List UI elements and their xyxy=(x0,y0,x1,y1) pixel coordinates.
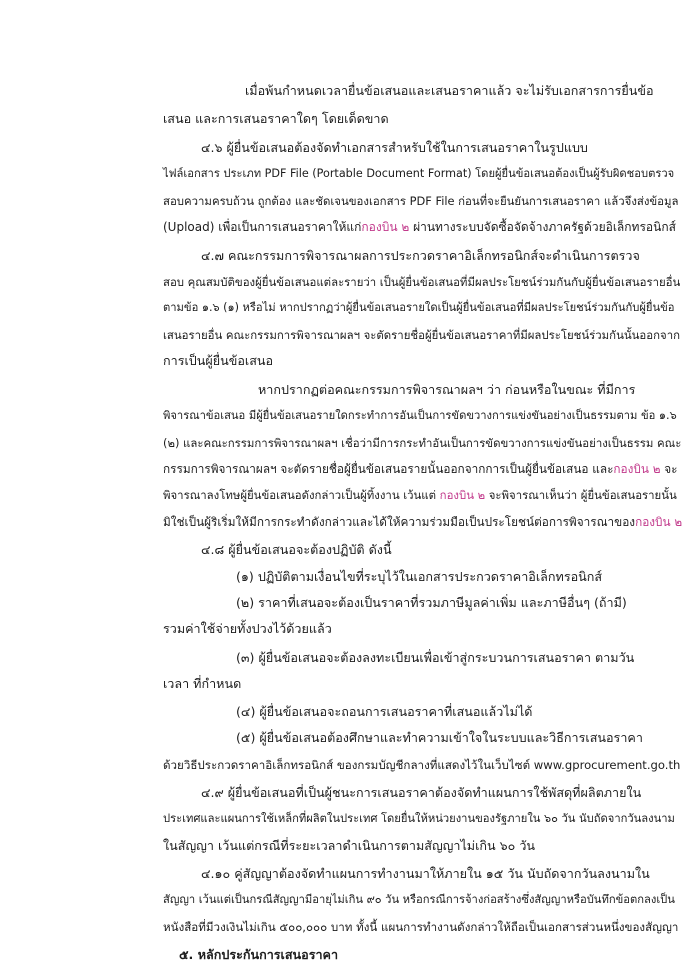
text-line: รวมค่าใช้จ่ายทั้งปวงไว้ด้วยแล้ว xyxy=(163,621,332,636)
text-line: ด้วยวิธีประกวดราคาอิเล็กทรอนิกส์ ของกรมบัญชีกลางที่แสดงไว้ในเว็บไซต์ www.gprocurement.go.th xyxy=(163,758,681,772)
text-line xyxy=(163,460,677,478)
text-segment: พิจารณาลงโทษผู้ยื่นข้อเสนอดังกล่าวเป็นผู้ทิ้งงาน เว้นแต่ xyxy=(163,488,440,502)
text-line xyxy=(163,513,682,531)
text-line xyxy=(163,486,677,504)
text-line: เมื่อพ้นกำหนดเวลายื่นข้อเสนอและเสนอราคาแล้ว จะไม่รับเอกสารการยื่นข้อ xyxy=(245,83,654,98)
agency-name-highlight: กองบิน ๒ xyxy=(361,220,410,234)
list-item: (๑) ปฏิบัติตามเงื่อนไขที่ระบุไว้ในเอกสารประกวดราคาอิเล็กทรอนิกส์ xyxy=(236,569,603,584)
list-item: (๕) ผู้ยื่นข้อเสนอต้องศึกษาและทำความเข้าใจในระบบและวิธีการเสนอราคา xyxy=(236,730,643,745)
clause-4-10-heading: ๔.๑๐ คู่สัญญาต้องจัดทำแผนการทำงานมาให้ภายใน ๑๕ วัน นับถัดจากวันลงนามใน xyxy=(201,866,650,881)
text-line: สอบความครบถ้วน ถูกต้อง และชัดเจนของเอกสาร PDF File ก่อนที่จะยืนยันการเสนอราคา แล้วจึงส่งข้อมูล xyxy=(163,194,679,208)
section-5-heading: ๕. หลักประกันการเสนอราคา xyxy=(179,947,339,962)
text-line: เสนอ และการเสนอราคาใดๆ โดยเด็ดขาด xyxy=(163,111,389,126)
text-line: พิจารณาข้อเสนอ มีผู้ยื่นข้อเสนอรายใดกระทำการอันเป็นการขัดขวางการแข่งขันอย่างเป็นธรรมตาม ข้อ ๑.๖ xyxy=(163,409,677,422)
text-segment: มิใช่เป็นผู้ริเริ่มให้มีการกระทำดังกล่าวและได้ให้ความร่วมมือเป็นประโยชน์ต่อการพิจารณาของ xyxy=(163,515,636,529)
text-line: (๒) และคณะกรรมการพิจารณาผลฯ เชื่อว่ามีการกระทำอันเป็นการขัดขวางการแข่งขันอย่างเป็นธรรม คณะ xyxy=(163,436,682,450)
clause-4-6-heading: ๔.๖ ผู้ยื่นข้อเสนอต้องจัดทำเอกสารสำหรับใช้ในการเสนอราคาในรูปแบบ xyxy=(201,140,588,155)
text-segment: ผ่านทางระบบจัดซื้อจัดจ้างภาครัฐด้วยอิเล็กทรอนิกส์ xyxy=(409,220,676,234)
text-line: ในสัญญา เว้นแต่กรณีที่ระยะเวลาดำเนินการตามสัญญาไม่เกิน ๖๐ วัน xyxy=(163,838,536,853)
text-line: สอบ คุณสมบัติของผู้ยื่นข้อเสนอแต่ละรายว่า เป็นผู้ยื่นข้อเสนอที่มีผลประโยชน์ร่วมกันกับผู้ยื่นข้อเสนอรายอื่น xyxy=(163,275,681,289)
text-line: เสนอรายอื่น คณะกรรมการพิจารณาผลฯ จะตัดรายชื่อผู้ยื่นข้อเสนอราคาที่มีผลประโยชน์ร่วมกันนั้นออกจาก xyxy=(163,328,680,342)
text-line: หนังสือที่มีวงเงินไม่เกิน ๕๐๐,๐๐๐ บาท ทั้งนี้ แผนการทำงานดังกล่าวให้ถือเป็นเอกสารส่วนหนึ่งของสัญญา xyxy=(163,920,679,934)
agency-name-highlight: กองบิน ๒ xyxy=(439,488,486,502)
list-item: (๔) ผู้ยื่นข้อเสนอจะถอนการเสนอราคาที่เสนอแล้วไม่ได้ xyxy=(236,704,533,719)
clause-4-7-heading: ๔.๗ คณะกรรมการพิจารณาผลการประกวดราคาอิเล็กทรอนิกส์จะดำเนินการตรวจ xyxy=(201,248,640,263)
text-line: การเป็นผู้ยื่นข้อเสนอ xyxy=(163,353,274,368)
agency-name-highlight: กองบิน ๒ xyxy=(635,515,683,529)
text-line: ตามข้อ ๑.๖ (๑) หรือไม่ หากปรากฏว่าผู้ยื่นข้อเสนอรายใดเป็นผู้ยื่นข้อเสนอที่มีผลประโยชน์ร่วมกันกับผู้ยื่นข้อ xyxy=(163,301,675,314)
list-item: (๒) ราคาที่เสนอจะต้องเป็นราคาที่รวมภาษีมูลค่าเพิ่ม และภาษีอื่นๆ (ถ้ามี) xyxy=(236,595,627,610)
text-line: สัญญา เว้นแต่เป็นกรณีสัญญามีอายุไม่เกิน ๙๐ วัน หรือกรณีการจ้างก่อสร้างซึ่งสัญญาหรือบันทึกข้อตกลงเป็น xyxy=(163,893,675,906)
agency-name-highlight: กองบิน ๒ xyxy=(613,462,661,476)
clause-4-8-heading: ๔.๘ ผู้ยื่นข้อเสนอจะต้องปฏิบัติ ดังนี้ xyxy=(201,542,392,557)
text-segment: จะ xyxy=(660,462,678,476)
text-line: เวลา ที่กำหนด xyxy=(163,676,242,691)
clause-4-9-heading: ๔.๙ ผู้ยื่นข้อเสนอที่เป็นผู้ชนะการเสนอราคาต้องจัดทำแผนการใช้พัสดุที่ผลิตภายใน xyxy=(201,785,642,800)
text-segment: (Upload) เพื่อเป็นการเสนอราคาให้แก่ xyxy=(163,220,362,234)
text-line xyxy=(163,218,676,236)
text-line: หากปรากฏต่อคณะกรรมการพิจารณาผลฯ ว่า ก่อนหรือในขณะ ที่มีการ xyxy=(258,382,636,397)
text-line: ไฟล์เอกสาร ประเภท PDF File (Portable Document Format) โดยผู้ยื่นข้อเสนอต้องเป็นผู้รับผิดชอบตรวจ xyxy=(163,167,675,180)
text-segment: กรรมการพิจารณาผลฯ จะตัดรายชื่อผู้ยื่นข้อเสนอรายนั้นออกจากการเป็นผู้ยื่นข้อเสนอ และ xyxy=(163,462,614,476)
text-segment: จะพิจารณาเห็นว่า ผู้ยื่นข้อเสนอรายนั้น xyxy=(485,488,677,502)
text-line: ประเทศและแผนการใช้เหล็กที่ผลิตในประเทศ โดยยื่นให้หน่วยงานของรัฐภายใน ๖๐ วัน นับถัดจากวันลงนาม xyxy=(163,812,675,825)
list-item: (๓) ผู้ยื่นข้อเสนอจะต้องลงทะเบียนเพื่อเข้าสู่กระบวนการเสนอราคา ตามวัน xyxy=(236,650,635,665)
